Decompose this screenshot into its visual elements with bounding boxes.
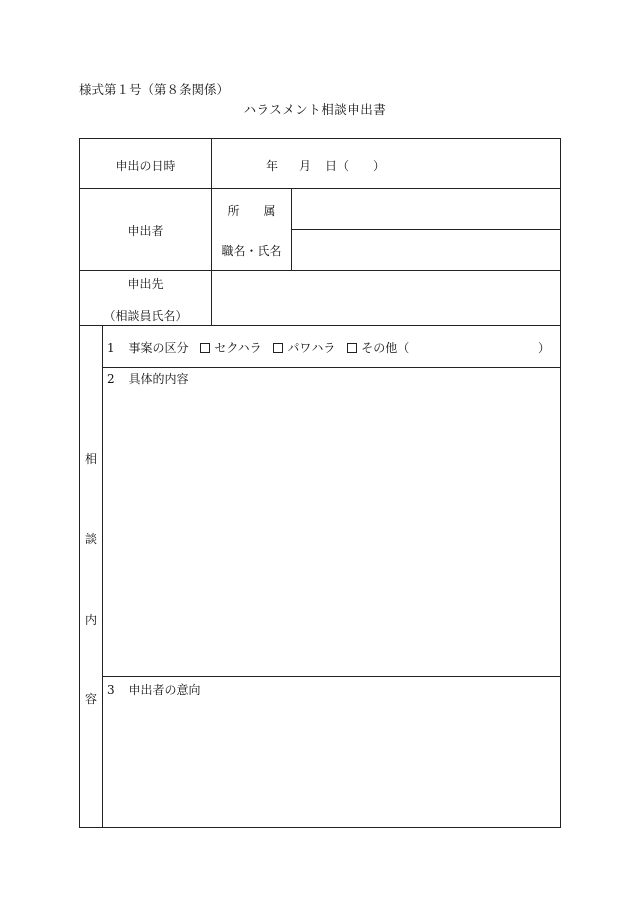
row-divider-details	[102, 676, 560, 677]
month-label: 月	[299, 159, 312, 173]
affiliation-label: 所 属	[227, 204, 276, 218]
sexual-harassment-label: セクハラ	[214, 341, 262, 355]
other-label: その他（	[361, 341, 410, 355]
intention-label: 申出者の意向	[128, 683, 201, 697]
form-number: 様式第１号（第８条関係）	[79, 82, 230, 97]
details-field[interactable]	[103, 389, 560, 676]
side-label-char-4: 容	[84, 692, 97, 706]
year-label: 年	[266, 159, 279, 173]
section-3-number: 3	[107, 683, 115, 697]
power-harassment-checkbox[interactable]	[273, 343, 283, 353]
recipient-label: 申出先	[127, 277, 164, 291]
day-label: 日（	[325, 159, 350, 173]
consultation-form-table	[79, 138, 561, 828]
side-label-char-2: 談	[84, 532, 97, 546]
row-divider-category	[102, 367, 560, 368]
power-harassment-label: パワハラ	[287, 341, 336, 355]
section-1-number: 1	[107, 341, 115, 355]
other-paren-close: ）	[538, 341, 551, 355]
position-name-label: 職名・氏名	[221, 244, 282, 258]
recipient-field[interactable]	[212, 271, 560, 325]
category-row	[107, 339, 409, 356]
intention-heading	[107, 681, 200, 698]
side-label-char-1: 相	[84, 452, 97, 466]
category-label: 事案の区分	[128, 341, 189, 355]
details-heading	[107, 370, 188, 387]
affiliation-field[interactable]	[292, 189, 560, 229]
requester-label: 申出者	[127, 224, 164, 238]
other-checkbox[interactable]	[347, 343, 357, 353]
document-title: ハラスメント相談申出書	[243, 102, 387, 117]
side-label-char-3: 内	[84, 613, 97, 627]
intention-field[interactable]	[103, 700, 560, 827]
sexual-harassment-checkbox[interactable]	[200, 343, 210, 353]
day-paren-close: ）	[373, 159, 386, 173]
position-name-field[interactable]	[292, 230, 560, 270]
date-label: 申出の日時	[115, 159, 176, 173]
section-2-number: 2	[107, 372, 115, 386]
row-divider-recipient	[80, 325, 560, 326]
details-label: 具体的内容	[128, 372, 189, 386]
recipient-sublabel: （相談員氏名）	[103, 309, 188, 323]
date-field[interactable]	[212, 139, 560, 188]
